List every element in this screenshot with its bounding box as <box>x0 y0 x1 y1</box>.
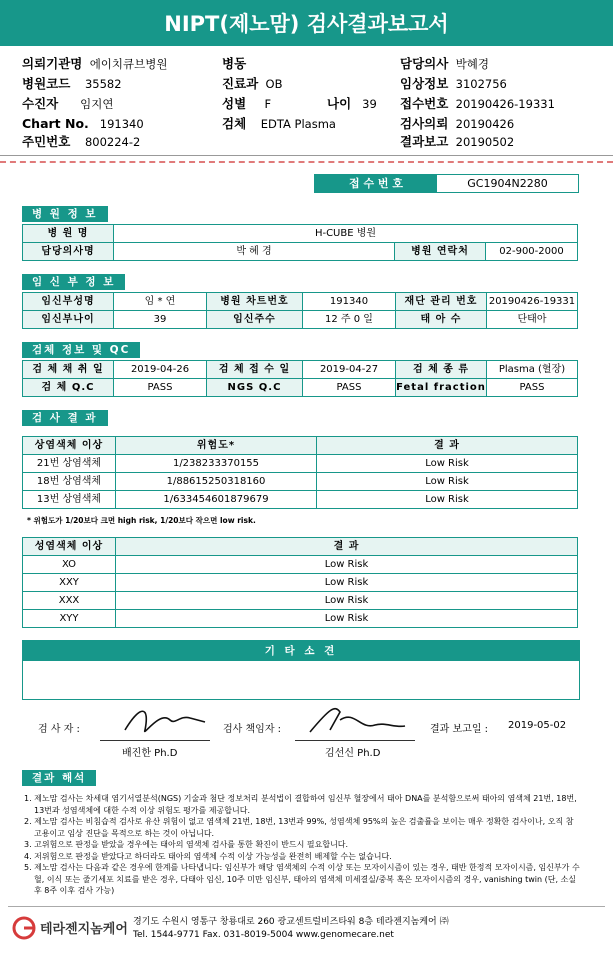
list-item: 4. 저위험으로 판정을 받았다고 하더라도 태아의 염색체 수적 이상 가능성을 완전히 배제할 수는 없습니다. <box>24 851 392 861</box>
header-org: 의뢰기관명 에이치큐브병원 <box>22 56 168 71</box>
ff-value: PASS <box>487 379 578 397</box>
auto-row-2-risk: 1/633454601879679 <box>116 491 317 509</box>
footer-divider <box>8 906 605 907</box>
patient-name-label: 임신부성명 <box>23 293 114 311</box>
auto-row-1-name: 18번 상염색체 <box>23 473 116 491</box>
auto-row-1-risk: 1/88615250318160 <box>116 473 317 491</box>
header-clinical: 임상정보 3102756 <box>400 76 507 91</box>
header-patient: 수진자 임지연 <box>22 96 114 111</box>
hospital-name-label: 병 원 명 <box>23 225 114 243</box>
header-specimen: 검체 EDTA Plasma <box>222 116 336 131</box>
resp-line <box>295 740 415 741</box>
auto-header-1: 위험도* <box>116 437 317 455</box>
sex-row-2-result: Low Risk <box>116 592 578 610</box>
doctor-name: 박 혜 경 <box>114 243 395 261</box>
tester-line <box>100 740 210 741</box>
weeks-label: 임신주수 <box>207 311 303 329</box>
contact-label: 병원 연락처 <box>395 243 486 261</box>
header-code: 병원코드 35582 <box>22 76 122 91</box>
header-report: 결과보고 20190502 <box>400 134 515 149</box>
sex-header-1: 결 과 <box>116 538 578 556</box>
other-findings <box>22 640 580 700</box>
hospital-table <box>22 224 578 261</box>
patient-name: 임 * 연 <box>114 293 207 311</box>
sex-row-3-result: Low Risk <box>116 610 578 628</box>
receipt-label: 접 수 번 호 <box>315 175 437 192</box>
list-item: 3. 고위험으로 판정을 받았을 경우에는 태아의 염색체 검사를 통한 확진이 반드시 필요합니다. <box>24 840 349 849</box>
chart-label: 병원 차트번호 <box>207 293 303 311</box>
mgmt-label: 재단 관리 번호 <box>396 293 487 311</box>
sex-row-1-name: XXY <box>23 574 116 592</box>
resp-name: 김선신 Ph.D <box>325 748 381 759</box>
report-title: NIPT(제노맘) 검사결과보고서 <box>0 0 613 46</box>
report-date-label: 결과 보고일 : <box>430 724 489 735</box>
autosome-table <box>22 436 578 509</box>
list-item: 2. 제노맘 검사는 비침습적 검사로 유산 위험이 없고 염색체 21번, 18번, 13번과 99%, 성염색체 95%의 높은 검출률을 보이는 매우 정확한 검사이나, 오직 참고용이고 임상 진단을 목적으로 하는 것이 아닙니다. <box>24 817 574 838</box>
hospital-name: H-CUBE 병원 <box>114 225 578 243</box>
collect-label: 검 체 채 취 일 <box>23 361 114 379</box>
recv-label: 검 체 접 수 일 <box>207 361 303 379</box>
interpretation-section-title: 결과 해석 <box>22 770 96 786</box>
ngs-value: PASS <box>303 379 396 397</box>
table-row <box>23 556 578 574</box>
header-receipt: 접수번호 20190426-19331 <box>400 96 555 111</box>
risk-note: * 위험도가 1/20보다 크면 high risk, 1/20보다 작으면 low risk. <box>27 516 256 525</box>
tester-name: 배진한 Ph.D <box>122 748 178 759</box>
tester-signature <box>120 700 210 740</box>
header-id: 주민번호 800224-2 <box>22 134 141 149</box>
table-row <box>23 473 578 491</box>
qc-value: PASS <box>114 379 207 397</box>
auto-row-2-name: 13번 상염색체 <box>23 491 116 509</box>
sex-chromosome-table <box>22 537 578 628</box>
collect-value: 2019-04-26 <box>114 361 207 379</box>
table-row <box>23 574 578 592</box>
patient-table <box>22 292 578 329</box>
chart-value: 191340 <box>303 293 396 311</box>
table-row <box>23 455 578 473</box>
table-row <box>23 592 578 610</box>
sex-row-0-result: Low Risk <box>116 556 578 574</box>
header-dept: 진료과 OB <box>222 76 283 91</box>
report-date: 2019-05-02 <box>508 720 567 731</box>
age-label: 임신부나이 <box>23 311 114 329</box>
ff-label: Fetal fraction <box>396 379 487 397</box>
doctor-label: 담당의사명 <box>23 243 114 261</box>
auto-row-0-name: 21번 상염색체 <box>23 455 116 473</box>
company-logo-icon <box>12 916 36 940</box>
header-doctor: 담당의사 박혜경 <box>400 56 489 71</box>
sex-header-0: 성염색체 이상 <box>23 538 116 556</box>
type-label: 검 체 종 류 <box>396 361 487 379</box>
age-value: 39 <box>114 311 207 329</box>
divider <box>0 155 613 156</box>
cut-line <box>0 161 613 163</box>
auto-row-2-result: Low Risk <box>317 491 578 509</box>
type-value: Plasma (혈장) <box>487 361 578 379</box>
auto-row-1-result: Low Risk <box>317 473 578 491</box>
hospital-section-title: 병 원 정 보 <box>22 206 108 222</box>
weeks-value: 12 주 0 일 <box>303 311 396 329</box>
mgmt-value: 20190426-19331 <box>487 293 578 311</box>
header-request: 검사의뢰 20190426 <box>400 116 515 131</box>
table-row <box>23 491 578 509</box>
sex-row-2-name: XXX <box>23 592 116 610</box>
auto-header-0: 상염색체 이상 <box>23 437 116 455</box>
header-sex: 성별 F <box>222 96 272 111</box>
sex-row-3-name: XYY <box>23 610 116 628</box>
patient-section-title: 임 신 부 정 보 <box>22 274 125 290</box>
specimen-section-title: 검체 정보 및 QC <box>22 342 140 358</box>
auto-header-2: 결 과 <box>317 437 578 455</box>
header-chart: Chart No. 191340 <box>22 116 144 131</box>
specimen-table <box>22 360 578 397</box>
company-brand: 테라젠지놈케어 <box>40 922 128 937</box>
company-contact: Tel. 1544-9771 Fax. 031-8019-5004 www.genomecare.net <box>133 930 394 940</box>
company-address: 경기도 수원시 영통구 창룡대로 260 광교센트럴비즈타워 8층 테라젠지놈케어 ㈜ <box>133 917 449 927</box>
table-row <box>23 610 578 628</box>
receipt-value: GC1904N2280 <box>467 177 548 190</box>
resp-label: 검사 책임자 : <box>223 724 282 735</box>
contact-value: 02-900-2000 <box>486 243 578 261</box>
interpretation-list <box>20 793 580 897</box>
list-item: 5. 제노맘 검사는 다음과 같은 경우에 한계를 나타냅니다: 임신부가 해당 염색체의 수적 이상 또는 모자이시즘이 있는 경우, 태반 한정적 모자이시즘, 임신부가 수혈, 이식 또는 줄기세포 치료를 받은 경우, 다태아 임신, 10주 미만 임신부, 태아의 염색체 미세결실/중복 혹은 모자이시즘의 경우, vanishing twin (단, 소실 후 8주 이후 검사 가능) <box>24 863 580 895</box>
tester-label: 검 사 자 : <box>38 724 80 735</box>
fetus-value: 단태아 <box>487 311 578 329</box>
header-ward: 병동 <box>222 56 247 71</box>
list-item: 1. 제노맘 검사는 차세대 염기서열분석(NGS) 기술과 첨단 정보처리 분석법이 결합하여 임신부 혈장에서 태아 DNA를 분석함으로써 태아의 염색체 21번, 18번, 13번과 성염색체에 대한 수적 이상 위험도 평가를 제공합니다. <box>24 794 577 815</box>
ngs-label: NGS Q.C <box>207 379 303 397</box>
recv-value: 2019-04-27 <box>303 361 396 379</box>
result-section-title: 검 사 결 과 <box>22 410 108 426</box>
auto-row-0-result: Low Risk <box>317 455 578 473</box>
resp-signature <box>300 700 410 740</box>
other-findings-title: 기 타 소 견 <box>23 641 579 661</box>
qc-label: 검 체 Q.C <box>23 379 114 397</box>
header-age: 나이 39 <box>327 96 377 111</box>
receipt-box <box>314 174 579 193</box>
fetus-label: 태 아 수 <box>396 311 487 329</box>
sex-row-1-result: Low Risk <box>116 574 578 592</box>
sex-row-0-name: XO <box>23 556 116 574</box>
auto-row-0-risk: 1/238233370155 <box>116 455 317 473</box>
